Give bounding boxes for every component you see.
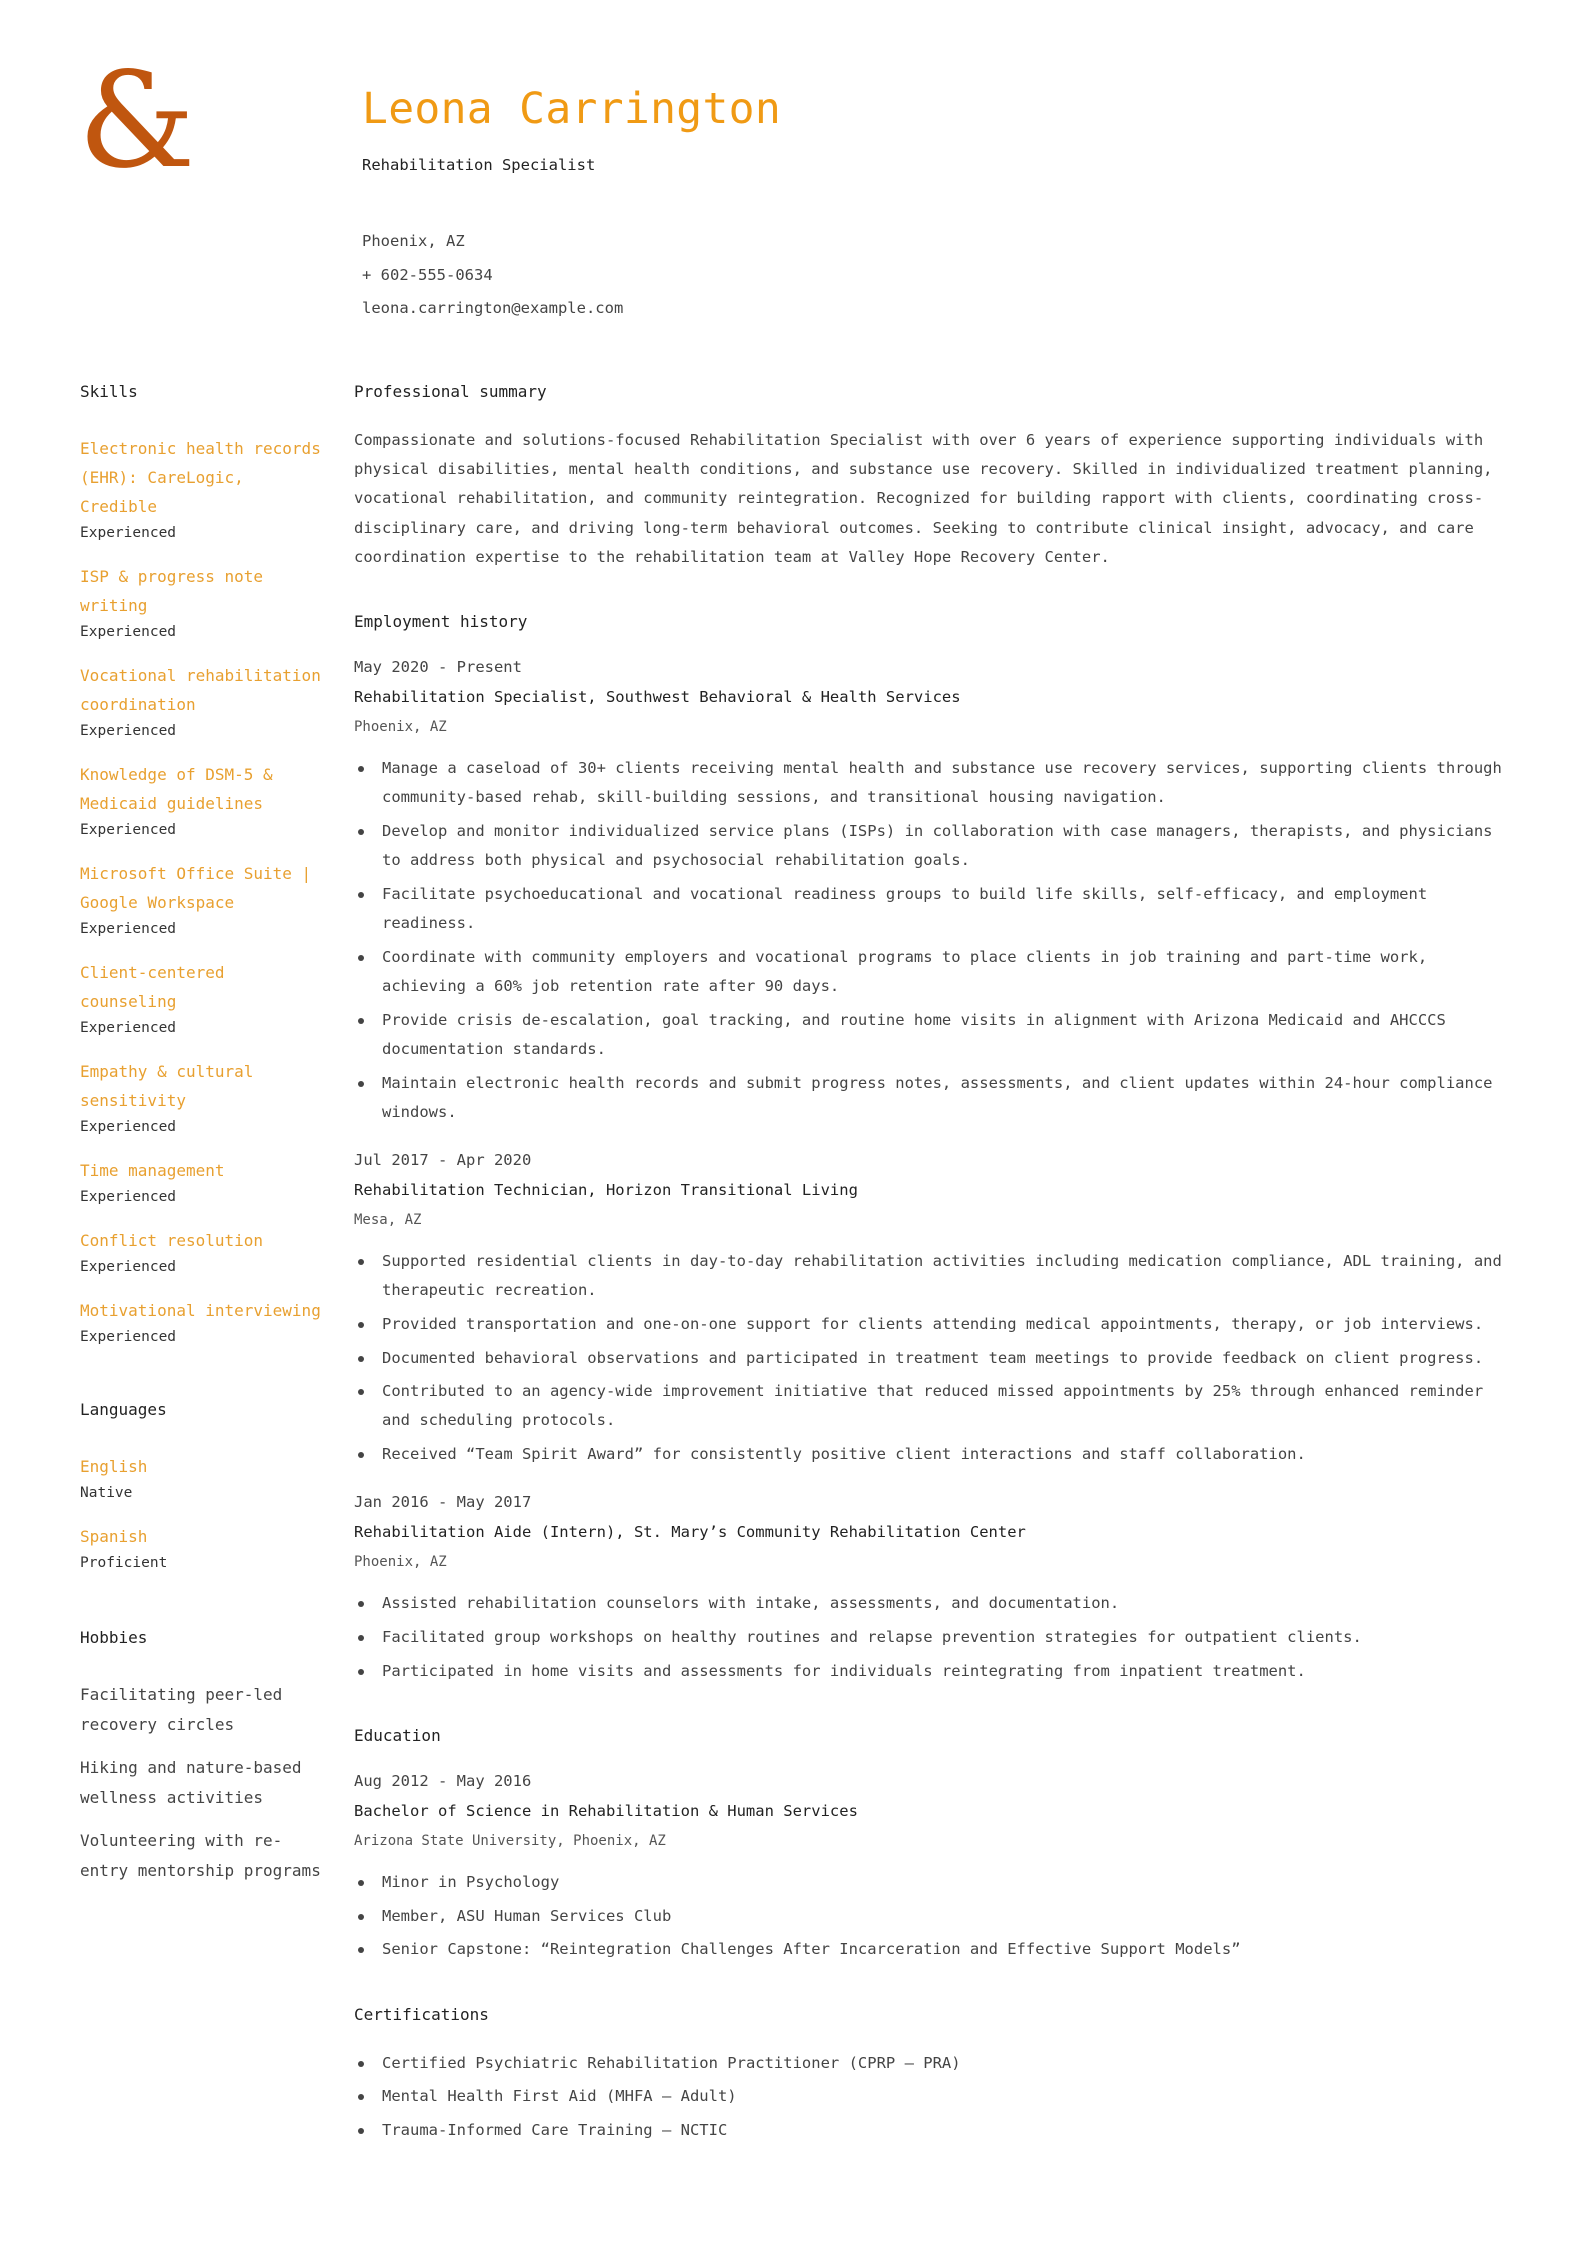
- skill-name: Vocational rehabilitation coordination: [80, 666, 321, 714]
- certifications-heading: Certifications: [354, 2004, 489, 2024]
- job-position: Rehabilitation Technician, Horizon Transitional Living: [354, 1180, 858, 1199]
- skill-item: [80, 760, 330, 841]
- skill-level: Experienced: [80, 921, 177, 937]
- contact-phone[interactable]: + 602-555-0634: [362, 265, 493, 284]
- skill-name: Electronic health records (EHR): CareLogic, Credible: [80, 439, 321, 516]
- skills-section: [80, 380, 330, 1348]
- bullet-item: Facilitate psychoeducational and vocational readiness groups to build life skills, self-efficacy, and employment readiness.: [354, 880, 1514, 938]
- job-dates: May 2020 - Present: [354, 658, 522, 677]
- language-item: [80, 1522, 330, 1574]
- employment-heading: Employment history: [354, 612, 528, 632]
- certifications-list: [354, 2049, 1514, 2146]
- bullet-item: Contributed to an agency-wide improvement initiative that reduced missed appointments by 25% through enhanced reminder and scheduling protocols.: [354, 1377, 1514, 1435]
- languages-section: [80, 1398, 330, 1574]
- skill-level: Experienced: [80, 723, 177, 739]
- job-title: Rehabilitation Specialist: [362, 156, 596, 174]
- bullet-item: Senior Capstone: “Reintegration Challenges After Incarceration and Effective Support Models”: [354, 1935, 1514, 1964]
- job-location: Phoenix, AZ: [354, 719, 447, 736]
- bullet-item: Provide crisis de-escalation, goal tracking, and routine home visits in alignment with Arizona Medicaid and AHCCCS documentation standards.: [354, 1006, 1514, 1064]
- certification-item: Mental Health First Aid (MHFA – Adult): [354, 2082, 1514, 2111]
- contact-location: Phoenix, AZ: [362, 232, 465, 250]
- skill-level: Experienced: [80, 822, 177, 838]
- skill-name: Knowledge of DSM-5 & Medicaid guidelines: [80, 765, 273, 813]
- job-bullets: [354, 754, 1514, 1127]
- education-dates: Aug 2012 - May 2016: [354, 1771, 532, 1790]
- skill-name: Microsoft Office Suite | Google Workspace: [80, 864, 312, 912]
- bullet-item: Minor in Psychology: [354, 1868, 1514, 1897]
- bullet-item: Manage a caseload of 30+ clients receiving mental health and substance use recovery services, supporting clients through community-based rehab, skill-building sessions, and transitional housing navigation.: [354, 754, 1514, 812]
- education-bullets: [354, 1868, 1514, 1965]
- education-heading: Education: [354, 1725, 441, 1745]
- bullet-item: Coordinate with community employers and vocational programs to place clients in job training and part-time work, achieving a 60% job retention rate after 90 days.: [354, 943, 1514, 1001]
- bullet-item: Maintain electronic health records and submit progress notes, assessments, and client updates within 24-hour compliance windows.: [354, 1069, 1514, 1127]
- job-entry: [354, 656, 1514, 1127]
- job-entry: [354, 1491, 1514, 1686]
- skill-name: Conflict resolution: [80, 1231, 264, 1250]
- skill-level: Experienced: [80, 525, 177, 541]
- sidebar-column: [80, 380, 330, 1899]
- job-location: Phoenix, AZ: [354, 1554, 447, 1571]
- certifications-section: [354, 2003, 1514, 2146]
- bullet-item: Received “Team Spirit Award” for consistently positive client interactions and staff collaboration.: [354, 1440, 1514, 1469]
- languages-heading: Languages: [80, 1400, 167, 1419]
- skill-level: Experienced: [80, 1189, 177, 1205]
- hobby-item: Facilitating peer-led recovery circles: [80, 1685, 283, 1734]
- language-level: Native: [80, 1485, 133, 1501]
- job-entry: [354, 1149, 1514, 1469]
- skill-item: [80, 1226, 330, 1278]
- language-name: Spanish: [80, 1527, 148, 1546]
- skill-level: Experienced: [80, 1020, 177, 1036]
- bullet-item: Supported residential clients in day-to-day rehabilitation activities including medication compliance, ADL training, and therapeutic recreation.: [354, 1247, 1514, 1305]
- skill-level: Experienced: [80, 1329, 177, 1345]
- hobby-item: Hiking and nature-based wellness activities: [80, 1758, 302, 1807]
- education-entry: [354, 1770, 1514, 1965]
- skill-name: Motivational interviewing: [80, 1301, 321, 1320]
- main-column: [354, 380, 1514, 2150]
- skill-item: [80, 859, 330, 940]
- skill-level: Experienced: [80, 1259, 177, 1275]
- skill-level: Experienced: [80, 1119, 177, 1135]
- hobby-item: Volunteering with re-entry mentorship programs: [80, 1831, 321, 1880]
- skill-name: ISP & progress note writing: [80, 567, 264, 615]
- job-dates: Jul 2017 - Apr 2020: [354, 1150, 532, 1169]
- education-degree: Bachelor of Science in Rehabilitation & Human Services: [354, 1801, 858, 1820]
- hobbies-section: [80, 1626, 330, 1885]
- job-position: Rehabilitation Specialist, Southwest Behavioral & Health Services: [354, 688, 961, 707]
- job-dates: Jan 2016 - May 2017: [354, 1493, 532, 1512]
- skill-item: [80, 1057, 330, 1138]
- skill-item: [80, 1156, 330, 1208]
- job-bullets: [354, 1247, 1514, 1469]
- skill-name: Empathy & cultural sensitivity: [80, 1062, 254, 1110]
- summary-text: Compassionate and solutions-focused Rehabilitation Specialist with over 6 years of experience supporting individuals with physical disabilities, mental health conditions, and substance use recovery. Skilled in individualized treatment planning, vocational rehabilitation, and community reintegration. Recognized for building rapport with clients, coordinating cross-disciplinary care, and driving long-term behavioral outcomes. Seeking to contribute clinical insight, advocacy, and care coordination expertise to the rehabilitation team at Valley Hope Recovery Center.: [354, 431, 1493, 566]
- contact-email[interactable]: leona.carrington@example.com: [362, 299, 624, 317]
- summary-heading: Professional summary: [354, 382, 547, 401]
- bullet-item: Assisted rehabilitation counselors with intake, assessments, and documentation.: [354, 1589, 1514, 1618]
- skill-item: [80, 1296, 330, 1348]
- skill-name: Time management: [80, 1161, 225, 1180]
- job-bullets: [354, 1589, 1514, 1686]
- bullet-item: Member, ASU Human Services Club: [354, 1902, 1514, 1931]
- bullet-item: Documented behavioral observations and participated in treatment team meetings to provide feedback on client progress.: [354, 1344, 1514, 1373]
- skill-item: [80, 562, 330, 643]
- skill-item: [80, 434, 330, 544]
- job-position: Rehabilitation Aide (Intern), St. Mary’s Community Rehabilitation Center: [354, 1523, 1026, 1542]
- certification-item: Certified Psychiatric Rehabilitation Practitioner (CPRP – PRA): [354, 2049, 1514, 2078]
- skill-level: Experienced: [80, 624, 177, 640]
- skill-name: Client-centered counseling: [80, 963, 225, 1011]
- skill-item: [80, 958, 330, 1039]
- language-level: Proficient: [80, 1555, 168, 1571]
- bullet-item: Participated in home visits and assessments for individuals reintegrating from inpatient treatment.: [354, 1657, 1514, 1686]
- bullet-item: Facilitated group workshops on healthy routines and relapse prevention strategies for outpatient clients.: [354, 1623, 1514, 1652]
- bullet-item: Provided transportation and one-on-one support for clients attending medical appointments, therapy, or job interviews.: [354, 1310, 1514, 1339]
- job-location: Mesa, AZ: [354, 1211, 422, 1228]
- hobbies-heading: Hobbies: [80, 1628, 148, 1647]
- education-school: Arizona State University, Phoenix, AZ: [354, 1832, 666, 1849]
- skills-heading: Skills: [80, 382, 138, 401]
- employment-section: [354, 610, 1514, 1686]
- language-item: [80, 1452, 330, 1504]
- skill-item: [80, 661, 330, 742]
- candidate-name: Leona Carrington: [362, 84, 782, 134]
- ampersand-logo-icon: &: [78, 44, 190, 198]
- bullet-item: Develop and monitor individualized service plans (ISPs) in collaboration with case managers, therapists, and physicians to address both physical and psychosocial rehabilitation goals.: [354, 817, 1514, 875]
- education-section: [354, 1724, 1514, 1965]
- summary-section: [354, 380, 1514, 572]
- contact-info: [362, 225, 781, 326]
- language-name: English: [80, 1457, 148, 1476]
- resume-header: [362, 80, 781, 326]
- certification-item: Trauma-Informed Care Training – NCTIC: [354, 2116, 1514, 2145]
